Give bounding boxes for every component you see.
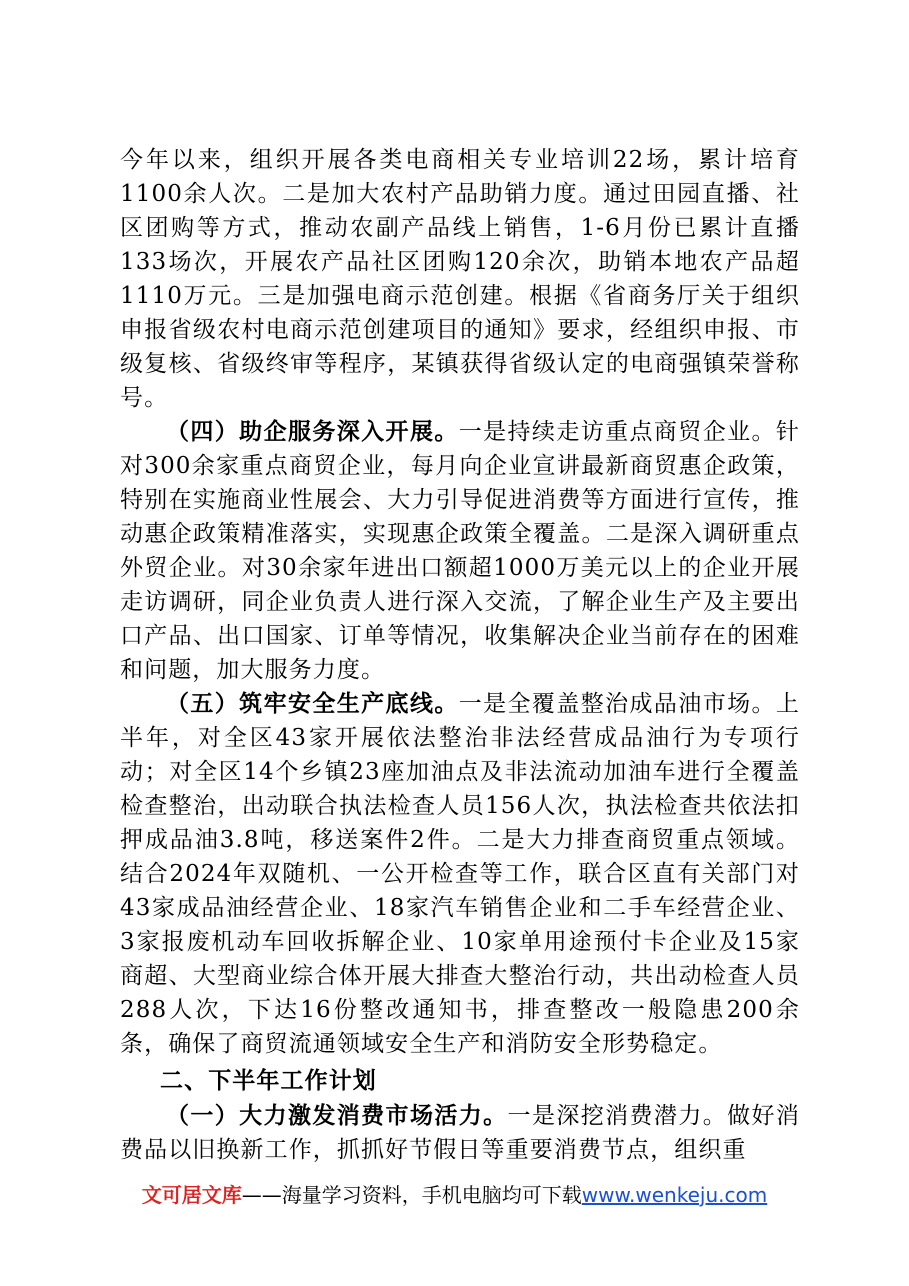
footer-banner (0, 1180, 909, 1210)
paragraph-text: 一是持续走访重点商贸企业。针对300余家重点商贸企业，每月向企业宣讲最新商贸惠企政策，特别在实施商业性展会、大力引导促进消费等方面进行宣传，推动惠企政策精准落实，实现惠企政策全覆盖。二是深入调研重点外贸企业。对30余家年进出口额超1000万美元以上的企业开展走访调研，同企业负责人进行深入交流，了解企业生产及主要出口产品、出口国家、订单等情况，收集解决企业当前存在的困难和问题，加大服务力度。 (120, 419, 800, 683)
paragraph-text: 一是深挖消费潜力。做好消费品以旧换新工作，抓抓好节假日等重要消费节点，组织重 (120, 1103, 800, 1163)
paragraph-lead: （一）大力激发消费市场活力。 (166, 1102, 508, 1129)
paragraph-safety-production (120, 687, 800, 1061)
footer-brand: 文可居文库 (141, 1183, 242, 1207)
document-body (120, 143, 800, 1167)
paragraph-enterprise-services (120, 415, 800, 687)
paragraph-text: 今年以来，组织开展各类电商相关专业培训22场，累计培育1100余人次。二是加大农村产品助销力度。通过田园直播、社区团购等方式，推动农副产品线上销售，1-6月份已累计直播133场次，开展农产品社区团购120余次，助销本地农产品超1110万元。三是加强电商示范创建。根据《省商务厅关于组织申报省级农村电商示范创建项目的通知》要求，经组织申报、市级复核、省级终审等程序，某镇获得省级认定的电商强镇荣誉称号。 (120, 147, 800, 411)
paragraph-text: 一是全覆盖整治成品油市场。上半年，对全区43家开展依法整治非法经营成品油行为专项行动；对全区14个乡镇23座加油点及非法流动加油车进行全覆盖检查整治，出动联合执法检查人员156人次，执法检查共依法扣押成品油3.8吨，移送案件2件。二是大力排查商贸重点领域。结合2024年双随机、一公开检查等工作，联合区直有关部门对43家成品油经营企业、18家汽车销售企业和二手车经营企业、3家报废机动车回收拆解企业、10家单用途预付卡企业及15家商超、大型商业综合体开展大排查大整治行动，共出动检查人员288人次，下达16份整改通知书，排查整改一般隐患200余条，确保了商贸流通领域安全生产和消防安全形势稳定。 (120, 691, 800, 1057)
paragraph-consumption-vitality (120, 1099, 800, 1167)
footer-url-link[interactable]: www.wenkeju.com (581, 1183, 768, 1207)
footer-tagline: ——海量学习资料，手机电脑均可下载 (241, 1183, 582, 1207)
paragraph-lead: （四）助企服务深入开展。 (166, 418, 459, 445)
section-heading: 二、下半年工作计划 (160, 1068, 377, 1094)
paragraph-ecommerce-training (120, 143, 800, 415)
paragraph-lead: （五）筑牢安全生产底线。 (166, 690, 459, 717)
